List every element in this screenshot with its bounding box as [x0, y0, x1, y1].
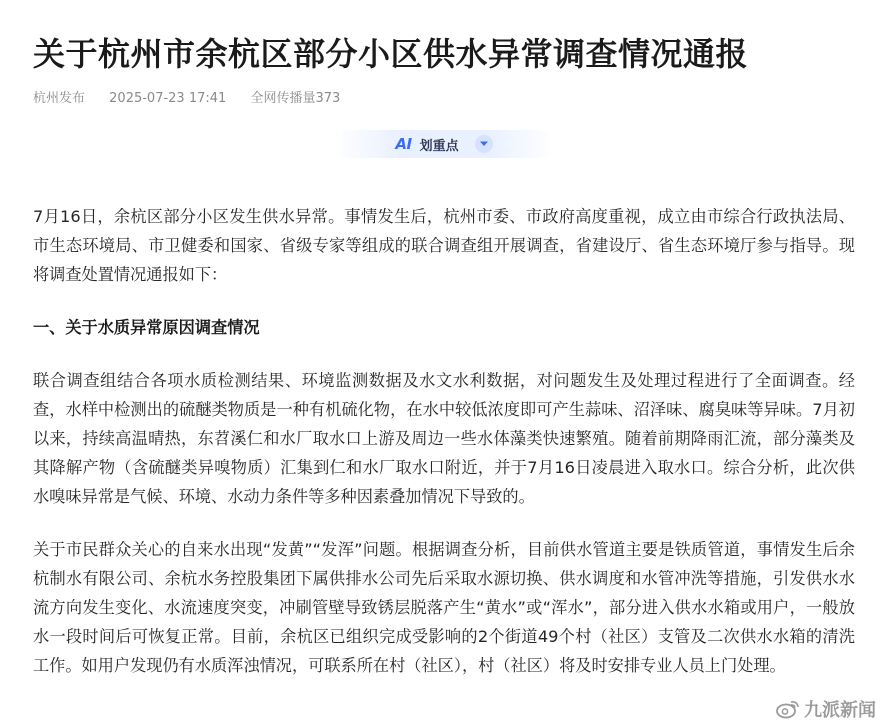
- paragraph-yellow-water: 关于市民群众关心的自来水出现“发黄”“发浑”问题。根据调查分析，目前供水管道主要是铁质管道，事情发生后余杭制水有限公司、余杭水务控股集团下属供排水公司先后采取水源切换、供水调度和水管冲洗等措施，引发供水水流方向发生变化、水流速度突变，冲刷管壁导致锈层脱落产生“黄水”或“浑水”，部分进入供水水箱或用户，一般放水一段时间后可恢复正常。目前，余杭区已组织完成受影响的2个街道49个村（社区）支管及二次供水水箱的清洗工作。如用户发现仍有水质浑浊情况，可联系所在村（社区），村（社区）将及时安排专业人员上门处理。: [33, 540, 855, 675]
- article-body: [33, 202, 855, 704]
- watermark-text: 九派新闻: [804, 700, 876, 721]
- ai-badge: AI: [395, 135, 412, 153]
- weibo-logo-icon: [776, 699, 800, 719]
- chevron-down-icon[interactable]: [475, 135, 493, 153]
- article-datetime: 2025-07-23 17:41: [109, 91, 227, 106]
- section-heading: 一、关于水质异常原因调查情况: [33, 318, 260, 337]
- article-meta: [33, 90, 360, 108]
- article-views: 全网传播量373: [250, 91, 341, 106]
- ai-summary-label: 划重点: [419, 138, 459, 154]
- ai-summary-button[interactable]: [334, 130, 554, 158]
- watermark: [776, 696, 876, 722]
- article-source[interactable]: 杭州发布: [33, 91, 86, 106]
- ai-summary-bar: [33, 130, 855, 160]
- paragraph-cause: 联合调查组结合各项水质检测结果、环境监测数据及水文水利数据，对问题发生及处理过程进行了全面调查。经查，水样中检测出的硫醚类物质是一种有机硫化物，在水中较低浓度即可产生蒜味、沼泽味、腐臭味等异味。7月初以来，持续高温晴热，东苕溪仁和水厂取水口上游及周边一些水体藻类快速繁殖。随着前期降雨汇流，部分藻类及其降解产物（含硫醚类异嗅物质）汇集到仁和水厂取水口附近，并于7月16日凌晨进入取水口。综合分析，此次供水嗅味异常是气候、环境、水动力条件等多种因素叠加情况下导致的。: [33, 371, 855, 506]
- article-title: 关于杭州市余杭区部分小区供水异常调查情况通报: [33, 35, 749, 73]
- paragraph-intro: 7月16日，余杭区部分小区发生供水异常。事情发生后，杭州市委、市政府高度重视，成立由市综合行政执法局、市生态环境局、市卫健委和国家、省级专家等组成的联合调查组开展调查，省建设厅、省生态环境厅参与指导。现将调查处置情况通报如下：: [33, 207, 855, 284]
